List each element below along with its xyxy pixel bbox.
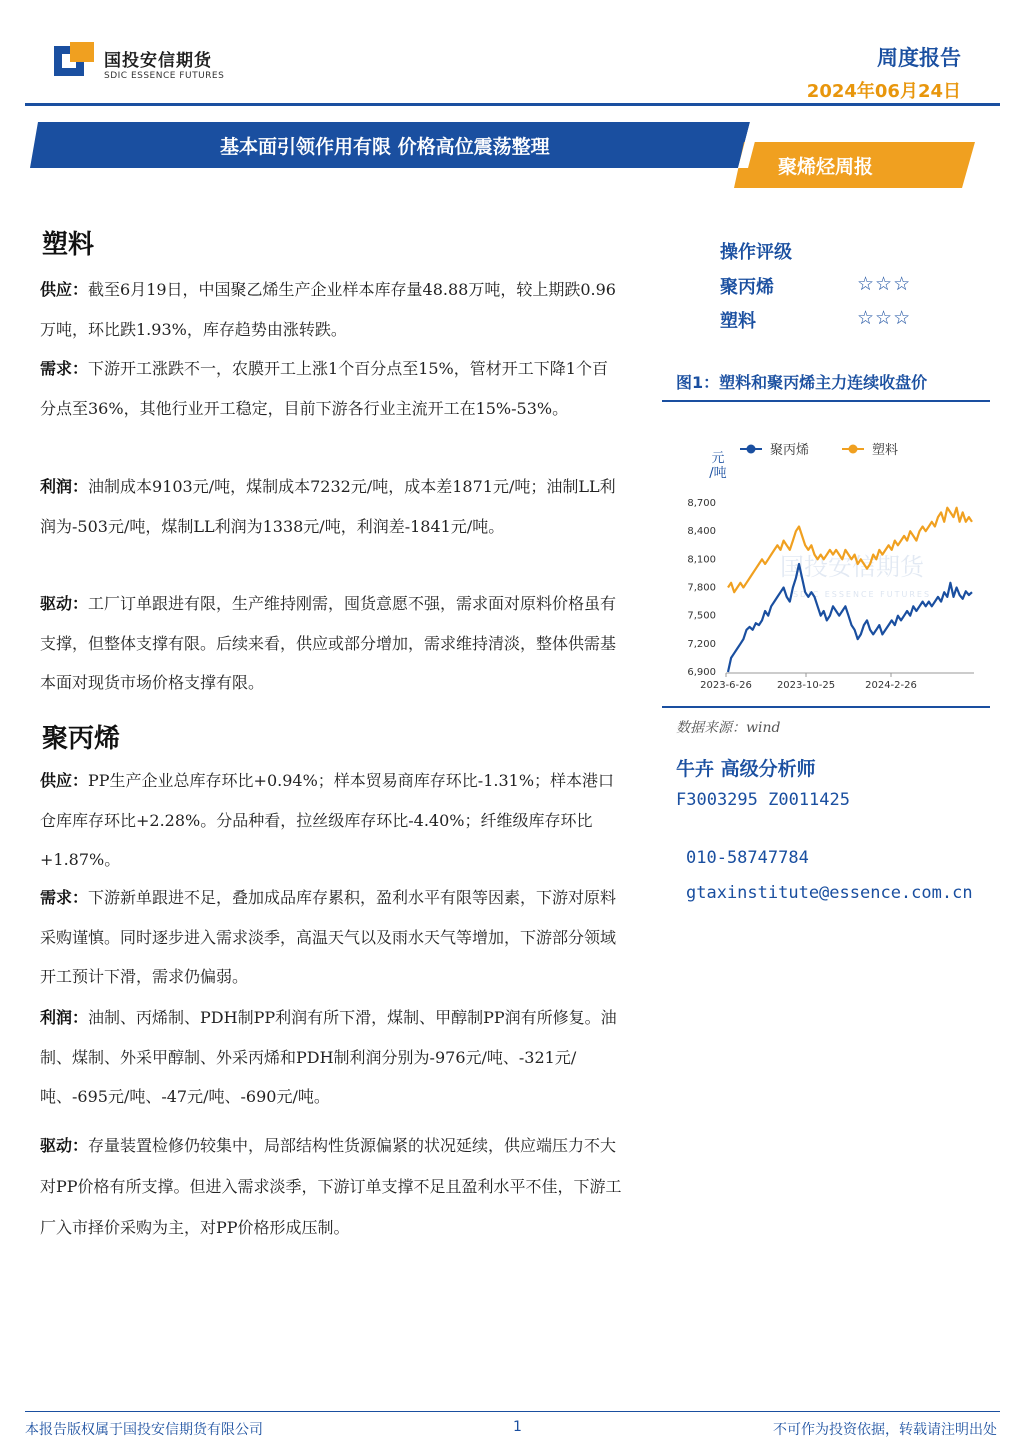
page-number: 1 [513, 1419, 522, 1435]
star-rating-icon: ☆☆☆ [857, 273, 912, 295]
plastic-demand-text: 下游开工涨跌不一，农膜开工上涨1个百分点至15%，管材开工下降1个百分点至36%，其他行业开工稳定，目前下游各行业主流开工在15%-53%。 [40, 359, 608, 418]
star-rating-icon: ☆☆☆ [857, 307, 912, 329]
plastic-demand-label: 需求： [40, 359, 89, 378]
plastic-profit-label: 利润： [40, 477, 89, 496]
pp-profit-text: 油制、丙烯制、PDH制PP利润有所下滑，煤制、甲醇制PP润有所修复。油制、煤制、外采甲醇制、外采丙烯和PDH制利润分别为-976元/吨、-321元/吨、-695元/吨、-47元/吨、-690元/吨。 [40, 1008, 617, 1106]
rating-name: 塑料 [720, 311, 756, 332]
y-tick-label: 7,800 [687, 582, 716, 594]
plastic-driver-paragraph [40, 584, 622, 703]
plastic-profit-paragraph [40, 467, 622, 546]
footer-divider [25, 1411, 1000, 1412]
y-tick-label: 7,500 [687, 610, 716, 622]
chart-watermark: 国投安信期货 [780, 553, 924, 581]
plastic-supply-paragraph [40, 270, 622, 349]
pp-supply-label: 供应： [40, 771, 89, 790]
rating-title: 操作评级 [720, 242, 792, 263]
logo-text-cn: 国投安信期货 [104, 51, 212, 71]
pp-profit-label: 利润： [40, 1008, 89, 1027]
logo-mark-icon [52, 40, 96, 84]
plastic-supply-text: 截至6月19日，中国聚乙烯生产企业样本库存量48.88万吨，较上期跌0.96万吨，环比跌1.93%，库存趋势由涨转跌。 [40, 280, 616, 339]
section-title-pp: 聚丙烯 [42, 724, 121, 754]
figure-top-rule [662, 400, 990, 402]
pp-demand-label: 需求： [40, 888, 89, 907]
header-divider [25, 103, 1000, 106]
section-title-plastic: 塑料 [42, 230, 95, 260]
pp-demand-text: 下游新单跟进不足，叠加成品库存累积，盈利水平有限等因素，下游对原料采购谨慎。同时逐步进入需求淡季，高温天气以及雨水天气等增加，下游部分领域开工预计下滑，需求仍偏弱。 [40, 888, 617, 986]
y-tick-label: 8,400 [687, 526, 716, 538]
plastic-demand-paragraph [40, 349, 622, 428]
footer-disclaimer: 不可作为投资依据，转载请注明出处 [773, 1422, 997, 1438]
figure-title: 图1：塑料和聚丙烯主力连续收盘价 [676, 373, 928, 392]
report-date: 2024年06月24日 [806, 81, 961, 102]
plastic-supply-label: 供应： [40, 280, 89, 299]
analyst-name: 牛卉 高级分析师 [676, 758, 816, 780]
y-tick-label: 8,700 [687, 498, 716, 509]
y-tick-label: 7,200 [687, 638, 716, 650]
x-tick-label: 2024-2-26 [865, 680, 917, 691]
report-type: 周度报告 [877, 46, 961, 70]
pp-supply-text: PP生产企业总库存环比+0.94%；样本贸易商库存环比-1.31%；样本港口仓库库存环比+2.28%。分品种看，拉丝级库存环比-4.40%；纤维级库存环比+1.87%。 [40, 771, 615, 869]
report-series-tag: 聚烯烃周报 [778, 156, 874, 178]
pp-supply-paragraph [40, 761, 622, 880]
pp-profit-paragraph [40, 998, 622, 1117]
legend-marker-icon [849, 445, 858, 454]
chart-watermark-en: SDIC ESSENCE FUTURES [792, 590, 932, 599]
legend-label: 塑料 [872, 443, 899, 458]
legend-label: 聚丙烯 [770, 443, 810, 458]
pp-driver-label: 驱动： [40, 1136, 89, 1155]
plastic-driver-label: 驱动： [40, 594, 89, 613]
data-source: 数据来源：wind [676, 720, 781, 736]
x-tick-label: 2023-6-26 [700, 680, 752, 691]
y-axis-label: /吨 [709, 466, 727, 481]
legend-marker-icon [747, 445, 756, 454]
pp-driver-paragraph [40, 1125, 622, 1248]
y-axis-label: 元 [711, 451, 725, 466]
rating-row-pp [720, 273, 980, 299]
y-tick-label: 8,100 [687, 554, 716, 566]
logo-text-en: SDIC ESSENCE FUTURES [104, 71, 225, 81]
company-logo [52, 40, 252, 90]
figure-bottom-rule [662, 706, 990, 708]
plastic-profit-text: 油制成本9103元/吨，煤制成本7232元/吨，成本差1871元/吨；油制LL利润为-503元/吨，煤制LL利润为1338元/吨，利润差-1841元/吨。 [40, 477, 616, 536]
footer-copyright: 本报告版权属于国投安信期货有限公司 [25, 1422, 263, 1438]
report-headline: 基本面引领作用有限 价格高位震荡整理 [220, 136, 550, 158]
pp-demand-paragraph [40, 878, 622, 997]
y-tick-label: 6,900 [687, 667, 716, 678]
analyst-phone: 010-58747784 [686, 848, 809, 868]
rating-row-plastic [720, 307, 980, 333]
pp-driver-text: 存量装置检修仍较集中，局部结构性货源偏紧的状况延续，供应端压力不大对PP价格有所支撑。但进入需求淡季，下游订单支撑不足且盈利水平不佳，下游工厂入市择价采购为主，对PP价格形成压制。 [40, 1136, 622, 1237]
rating-name: 聚丙烯 [720, 277, 774, 298]
x-tick-label: 2023-10-25 [776, 680, 836, 691]
analyst-email[interactable]: gtaxinstitute@essence.com.cn [686, 883, 973, 903]
analyst-certificate: F3003295 Z0011425 [676, 790, 850, 810]
price-line-chart [662, 425, 992, 705]
plastic-driver-text: 工厂订单跟进有限，生产维持刚需，囤货意愿不强，需求面对原料价格虽有支撑，但整体支撑有限。后续来看，供应或部分增加，需求维持清淡，整体供需基本面对现货市场价格支撑有限。 [40, 594, 617, 692]
